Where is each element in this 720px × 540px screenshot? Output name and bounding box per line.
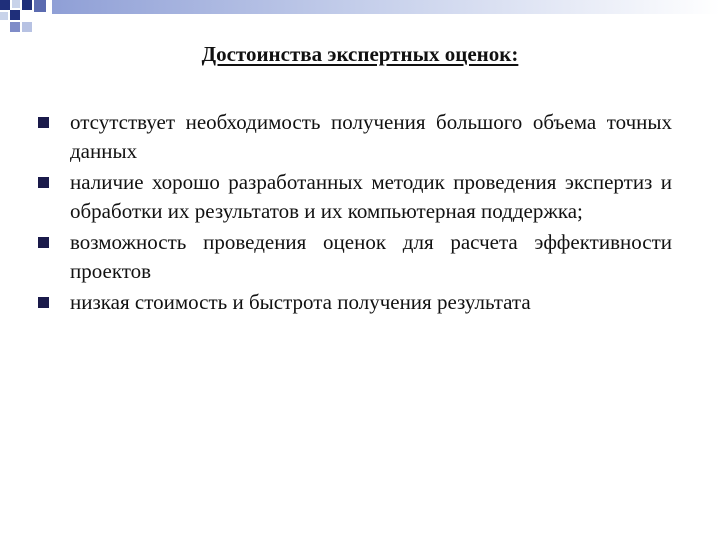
list-item [36,168,672,226]
list-item [36,108,672,166]
decor-square-icon [0,0,10,10]
header-decoration [0,0,720,40]
slide-title: Достоинства экспертных оценок: [201,42,519,66]
list-item-text: отсутствует необходимость получения большого объема точных данных [70,110,672,163]
square-bullet-icon [38,237,49,248]
square-bullet-icon [38,117,49,128]
decor-square-icon [22,0,32,10]
list-item [36,288,672,317]
square-bullet-icon [38,177,49,188]
decor-square-icon [12,0,20,8]
list-item-text: наличие хорошо разработанных методик проведения экспертиз и обработки их результатов и их компьютерная поддержка; [70,170,672,223]
decor-square-icon [10,22,20,32]
square-bullet-icon [38,297,49,308]
decor-square-icon [0,12,8,20]
list-item-text: низкая стоимость и быстрота получения результата [70,290,531,314]
list-item-text: возможность проведения оценок для расчета эффективности проектов [70,230,672,283]
decor-gradient-bar [52,0,720,14]
list-item [36,228,672,286]
decor-square-icon [34,0,46,12]
advantages-list [36,108,672,319]
decor-square-icon [10,10,20,20]
decor-square-icon [22,22,32,32]
